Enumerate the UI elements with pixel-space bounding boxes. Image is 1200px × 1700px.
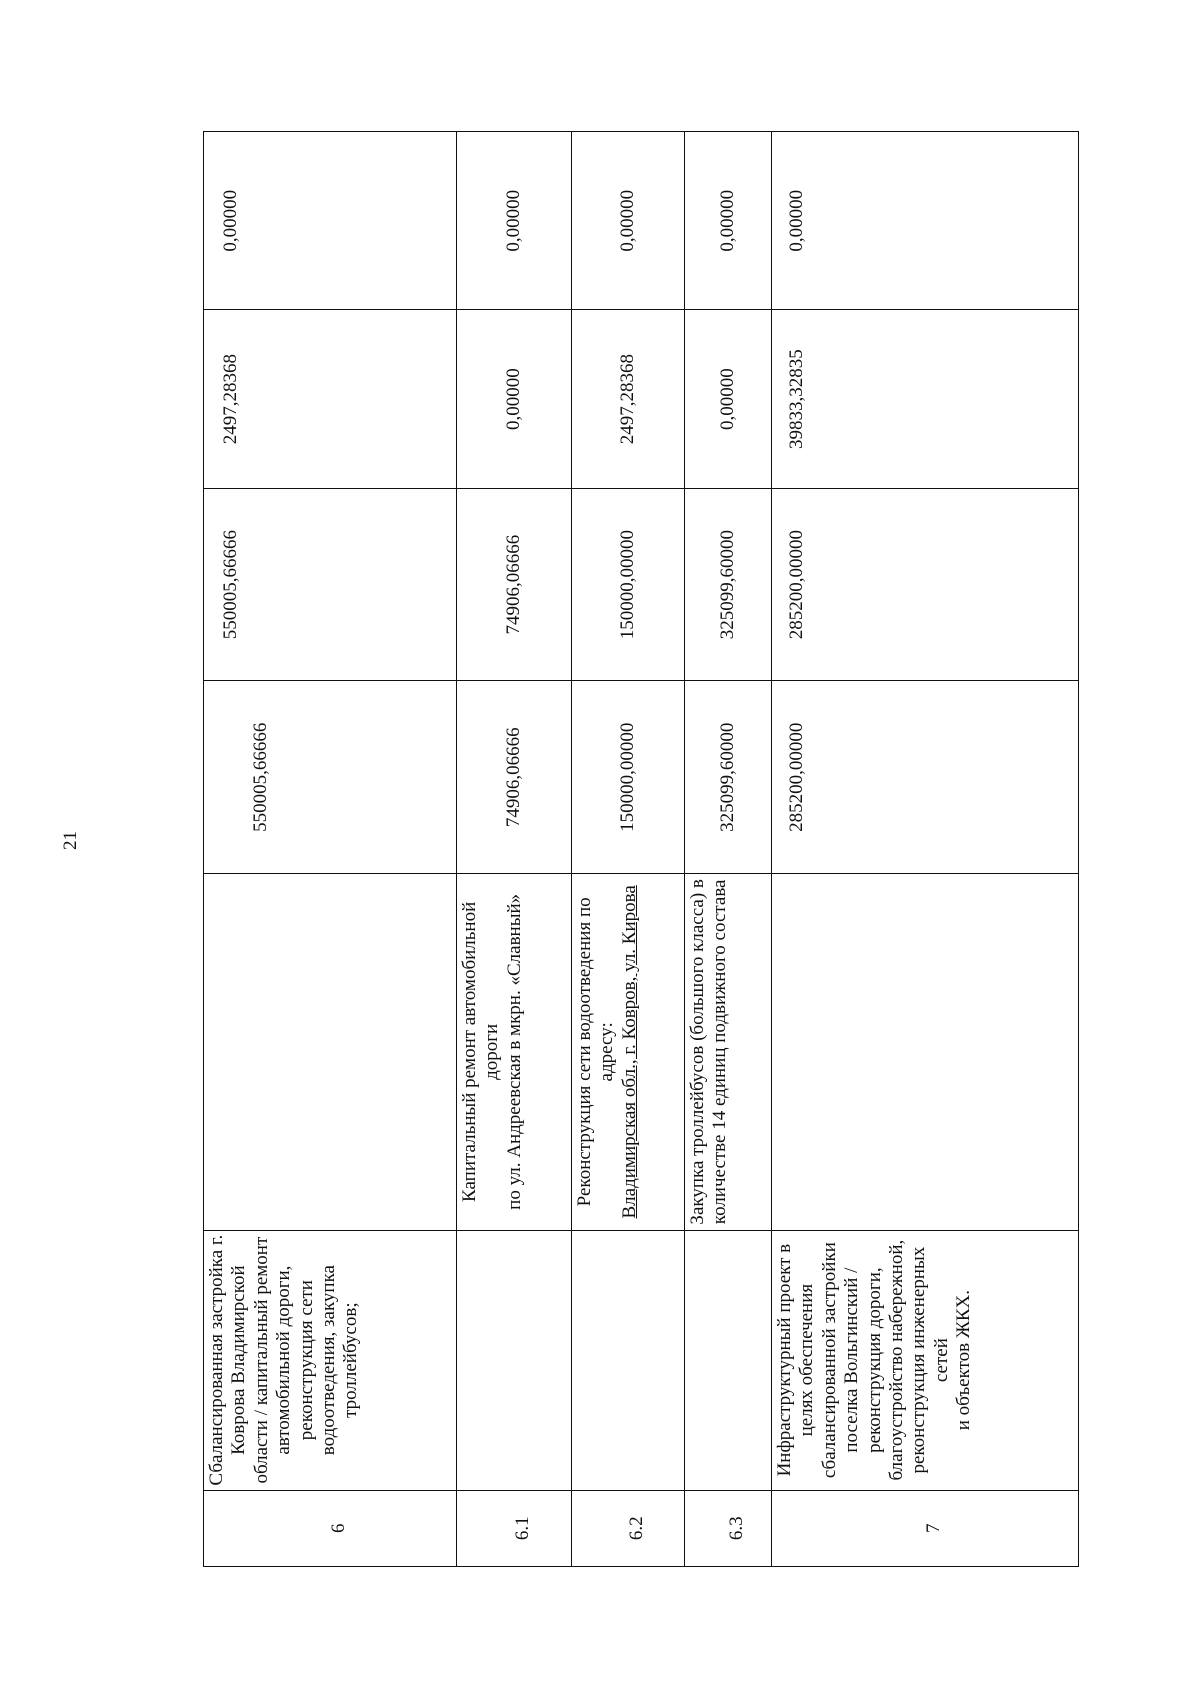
- project-name-cell: [204, 1230, 457, 1490]
- row-number-cell: [457, 1490, 572, 1566]
- table-row: [204, 132, 457, 1567]
- value-cell: [685, 132, 772, 310]
- description-line: Владимирская обл., г. Ковров, ул. Кирова: [618, 885, 640, 1219]
- description-line: Реконструкция сети водоотведения по адресу:: [574, 897, 618, 1207]
- project-description-cell: [685, 873, 772, 1230]
- row-number: 7: [922, 1523, 944, 1534]
- value-4: 0,00000: [786, 189, 807, 252]
- value-cell: [772, 681, 1079, 874]
- value-cell: [204, 310, 457, 488]
- value-cell: [772, 132, 1079, 310]
- value-1: 325099,60000: [716, 722, 738, 832]
- value-cell: [685, 681, 772, 874]
- value-cell: [572, 132, 685, 310]
- value-2: 74906,06666: [502, 534, 524, 635]
- value-cell: [685, 488, 772, 681]
- row-number-cell: [572, 1490, 685, 1566]
- project-description-cell: [772, 873, 1079, 1230]
- value-3: 0,00000: [502, 368, 524, 430]
- value-1: 285200,00000: [786, 722, 807, 832]
- project-name: и объектов ЖКХ.: [953, 1289, 975, 1431]
- project-name-cell: [772, 1230, 1079, 1490]
- table-row: [457, 132, 572, 1567]
- table-row: [572, 132, 685, 1567]
- value-cell: [572, 488, 685, 681]
- project-description-cell: [457, 873, 572, 1230]
- value-cell: [457, 132, 572, 310]
- value-1: 150000,00000: [616, 722, 638, 832]
- project-name-cell: [572, 1230, 685, 1490]
- value-1: 74906,06666: [502, 727, 524, 828]
- row-number: 6.1: [511, 1516, 533, 1541]
- value-cell: [204, 681, 457, 874]
- project-description-cell: [572, 873, 685, 1230]
- value-1: 550005,66666: [250, 722, 271, 832]
- row-number-cell: [772, 1490, 1079, 1566]
- value-3: 39833,32835: [786, 349, 807, 449]
- value-cell: [204, 488, 457, 681]
- value-cell: [457, 681, 572, 874]
- project-name: Инфраструктурный проект в целях обеспечения сбалансированной застройки поселка Вольгинский / реконструкция дороги, благоустройство набережной, реконструкция инженерных сетей: [774, 1239, 952, 1481]
- description-line: по ул. Андреевская в мкрн. «Славный»: [503, 893, 525, 1210]
- project-name-cell: [457, 1230, 572, 1490]
- value-4: 0,00000: [716, 189, 738, 252]
- page-number: 21: [60, 831, 81, 850]
- value-4: 0,00000: [220, 189, 241, 252]
- row-number: 6.3: [725, 1516, 747, 1541]
- budget-table: [203, 131, 1079, 1567]
- value-4: 0,00000: [616, 189, 638, 252]
- project-description-cell: [204, 873, 457, 1230]
- value-cell: [572, 681, 685, 874]
- value-cell: [685, 310, 772, 488]
- value-cell: [572, 310, 685, 488]
- project-name-cell: [685, 1230, 772, 1490]
- description-line: Закупка троллейбусов (большого класса) в количестве 14 единиц подвижного состава: [687, 879, 731, 1225]
- value-cell: [772, 310, 1079, 488]
- project-name: Сбалансированная застройка г. Коврова Владимирской области / капитальный ремонт автомобильной дороги, реконструкция сети водоотведения, закупка троллейбусов;: [206, 1234, 362, 1486]
- description-line: Капитальный ремонт автомобильной дороги: [459, 901, 503, 1202]
- value-cell: [772, 488, 1079, 681]
- row-number-cell: [685, 1490, 772, 1566]
- value-3: 2497,28368: [616, 353, 638, 445]
- value-3: 2497,28368: [220, 353, 241, 445]
- row-number: 6.2: [625, 1516, 647, 1541]
- value-4: 0,00000: [502, 189, 524, 252]
- value-cell: [457, 488, 572, 681]
- row-number: 6: [327, 1523, 349, 1534]
- table-row: [685, 132, 772, 1567]
- value-cell: [457, 310, 572, 488]
- value-2: 285200,00000: [786, 529, 807, 640]
- value-2: 150000,00000: [616, 529, 638, 640]
- value-3: 0,00000: [716, 368, 738, 430]
- value-2: 325099,60000: [716, 529, 738, 640]
- table-row: [772, 132, 1079, 1567]
- value-cell: [204, 132, 457, 310]
- row-number-cell: [204, 1490, 457, 1566]
- value-2: 550005,66666: [220, 529, 241, 640]
